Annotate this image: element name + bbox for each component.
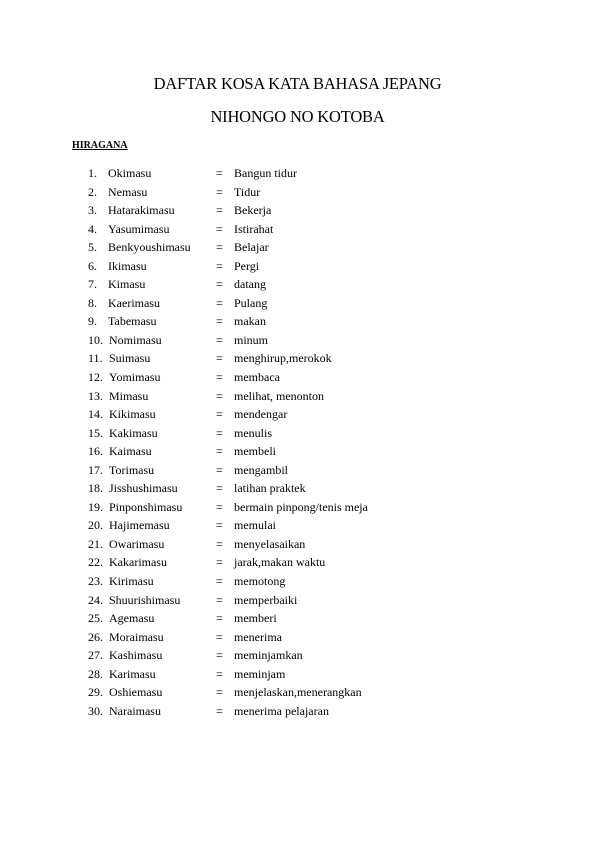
equals-sign: = bbox=[216, 666, 223, 681]
equals-sign: = bbox=[216, 703, 223, 718]
japanese-word: Yomimasu bbox=[109, 370, 161, 385]
indonesian-meaning: menyelasaikan bbox=[234, 536, 306, 551]
indonesian-meaning: jarak,makan waktu bbox=[234, 555, 326, 570]
japanese-word: Moraimasu bbox=[109, 629, 164, 644]
equals-sign: = bbox=[216, 314, 223, 329]
japanese-word: Nomimasu bbox=[109, 332, 162, 347]
indonesian-meaning: meminjamkan bbox=[234, 648, 303, 663]
japanese-word: Suimasu bbox=[109, 351, 151, 366]
entry-number: 16. bbox=[88, 444, 103, 459]
japanese-word: Jisshushimasu bbox=[109, 481, 178, 496]
entry-number: 26. bbox=[88, 629, 103, 644]
japanese-word: Yasumimasu bbox=[108, 221, 170, 236]
equals-sign: = bbox=[216, 444, 223, 459]
document-subtitle: NIHONGO NO KOTOBA bbox=[210, 107, 385, 126]
entry-number: 23. bbox=[88, 574, 103, 589]
indonesian-meaning: latihan praktek bbox=[234, 481, 306, 496]
japanese-word: Mimasu bbox=[109, 388, 149, 403]
equals-sign: = bbox=[216, 685, 223, 700]
entry-number: 29. bbox=[88, 685, 103, 700]
entry-number: 5. bbox=[88, 240, 97, 255]
indonesian-meaning: menerima bbox=[234, 629, 282, 644]
indonesian-meaning: menulis bbox=[234, 425, 272, 440]
indonesian-meaning: datang bbox=[234, 277, 266, 292]
entry-number: 24. bbox=[88, 592, 103, 607]
japanese-word: Oshiemasu bbox=[109, 685, 163, 700]
entry-number: 15. bbox=[88, 425, 103, 440]
entry-number: 27. bbox=[88, 648, 103, 663]
indonesian-meaning: bermain pinpong/tenis meja bbox=[234, 499, 368, 514]
japanese-word: Kakarimasu bbox=[109, 555, 167, 570]
equals-sign: = bbox=[216, 351, 223, 366]
entry-number: 10. bbox=[88, 332, 103, 347]
entry-number: 30. bbox=[88, 703, 103, 718]
japanese-word: Karimasu bbox=[109, 666, 156, 681]
indonesian-meaning: mendengar bbox=[234, 407, 288, 422]
entry-number: 17. bbox=[88, 462, 103, 477]
entry-number: 20. bbox=[88, 518, 103, 533]
entry-number: 11. bbox=[88, 351, 103, 366]
equals-sign: = bbox=[216, 277, 223, 292]
indonesian-meaning: melihat, menonton bbox=[234, 388, 324, 403]
indonesian-meaning: memperbaiki bbox=[234, 592, 298, 607]
indonesian-meaning: Pulang bbox=[234, 295, 268, 310]
equals-sign: = bbox=[216, 611, 223, 626]
japanese-word: Kaimasu bbox=[109, 444, 152, 459]
indonesian-meaning: menerima pelajaran bbox=[234, 703, 329, 718]
equals-sign: = bbox=[216, 462, 223, 477]
indonesian-meaning: Bekerja bbox=[234, 203, 272, 218]
equals-sign: = bbox=[216, 407, 223, 422]
indonesian-meaning: membeli bbox=[234, 444, 276, 459]
indonesian-meaning: Belajar bbox=[234, 240, 269, 255]
entry-number: 2. bbox=[88, 184, 97, 199]
equals-sign: = bbox=[216, 481, 223, 496]
equals-sign: = bbox=[216, 425, 223, 440]
entry-number: 18. bbox=[88, 481, 103, 496]
equals-sign: = bbox=[216, 574, 223, 589]
equals-sign: = bbox=[216, 648, 223, 663]
japanese-word: Owarimasu bbox=[109, 536, 165, 551]
japanese-word: Nemasu bbox=[108, 184, 148, 199]
japanese-word: Pinponshimasu bbox=[109, 499, 183, 514]
entry-number: 28. bbox=[88, 666, 103, 681]
indonesian-meaning: memotong bbox=[234, 574, 286, 589]
japanese-word: Ikimasu bbox=[108, 258, 147, 273]
entry-number: 8. bbox=[88, 295, 97, 310]
indonesian-meaning: Pergi bbox=[234, 258, 260, 273]
entry-number: 4. bbox=[88, 221, 97, 236]
indonesian-meaning: memberi bbox=[234, 611, 277, 626]
equals-sign: = bbox=[216, 240, 223, 255]
document-title: DAFTAR KOSA KATA BAHASA JEPANG bbox=[153, 74, 442, 93]
japanese-word: Kashimasu bbox=[109, 648, 163, 663]
japanese-word: Hatarakimasu bbox=[108, 203, 175, 218]
entry-number: 7. bbox=[88, 277, 97, 292]
indonesian-meaning: membaca bbox=[234, 370, 280, 385]
japanese-word: Benkyoushimasu bbox=[108, 240, 191, 255]
entry-number: 1. bbox=[88, 166, 97, 180]
indonesian-meaning: minum bbox=[234, 332, 269, 347]
indonesian-meaning: Istirahat bbox=[234, 221, 274, 236]
indonesian-meaning: meminjam bbox=[234, 666, 286, 681]
entry-number: 13. bbox=[88, 388, 103, 403]
equals-sign: = bbox=[216, 370, 223, 385]
indonesian-meaning: memulai bbox=[234, 518, 276, 533]
equals-sign: = bbox=[216, 184, 223, 199]
equals-sign: = bbox=[216, 499, 223, 514]
equals-sign: = bbox=[216, 258, 223, 273]
equals-sign: = bbox=[216, 203, 223, 218]
equals-sign: = bbox=[216, 518, 223, 533]
section-heading: HIRAGANA bbox=[72, 140, 128, 151]
entry-number: 22. bbox=[88, 555, 103, 570]
equals-sign: = bbox=[216, 221, 223, 236]
japanese-word: Okimasu bbox=[108, 166, 152, 180]
japanese-word: Kaerimasu bbox=[108, 295, 160, 310]
entry-number: 19. bbox=[88, 499, 103, 514]
entry-number: 3. bbox=[88, 203, 97, 218]
japanese-word: Kakimasu bbox=[109, 425, 158, 440]
japanese-word: Agemasu bbox=[109, 611, 155, 626]
entry-number: 6. bbox=[88, 258, 97, 273]
indonesian-meaning: mengambil bbox=[234, 462, 288, 477]
indonesian-meaning: menjelaskan,menerangkan bbox=[234, 685, 362, 700]
equals-sign: = bbox=[216, 166, 223, 180]
japanese-word: Torimasu bbox=[109, 462, 155, 477]
japanese-word: Kirimasu bbox=[109, 574, 154, 589]
japanese-word: Shuurishimasu bbox=[109, 592, 181, 607]
entry-number: 25. bbox=[88, 611, 103, 626]
equals-sign: = bbox=[216, 536, 223, 551]
japanese-word: Kikimasu bbox=[109, 407, 156, 422]
japanese-word: Tabemasu bbox=[108, 314, 157, 329]
indonesian-meaning: menghirup,merokok bbox=[234, 351, 332, 366]
indonesian-meaning: Tidur bbox=[234, 184, 261, 199]
equals-sign: = bbox=[216, 295, 223, 310]
entry-number: 14. bbox=[88, 407, 103, 422]
equals-sign: = bbox=[216, 629, 223, 644]
japanese-word: Kimasu bbox=[108, 277, 146, 292]
equals-sign: = bbox=[216, 388, 223, 403]
equals-sign: = bbox=[216, 555, 223, 570]
entry-number: 9. bbox=[88, 314, 97, 329]
equals-sign: = bbox=[216, 332, 223, 347]
japanese-word: Naraimasu bbox=[109, 703, 161, 718]
indonesian-meaning: makan bbox=[234, 314, 266, 329]
equals-sign: = bbox=[216, 592, 223, 607]
entry-number: 21. bbox=[88, 536, 103, 551]
entry-number: 12. bbox=[88, 370, 103, 385]
japanese-word: Hajimemasu bbox=[109, 518, 170, 533]
indonesian-meaning: Bangun tidur bbox=[234, 166, 297, 180]
